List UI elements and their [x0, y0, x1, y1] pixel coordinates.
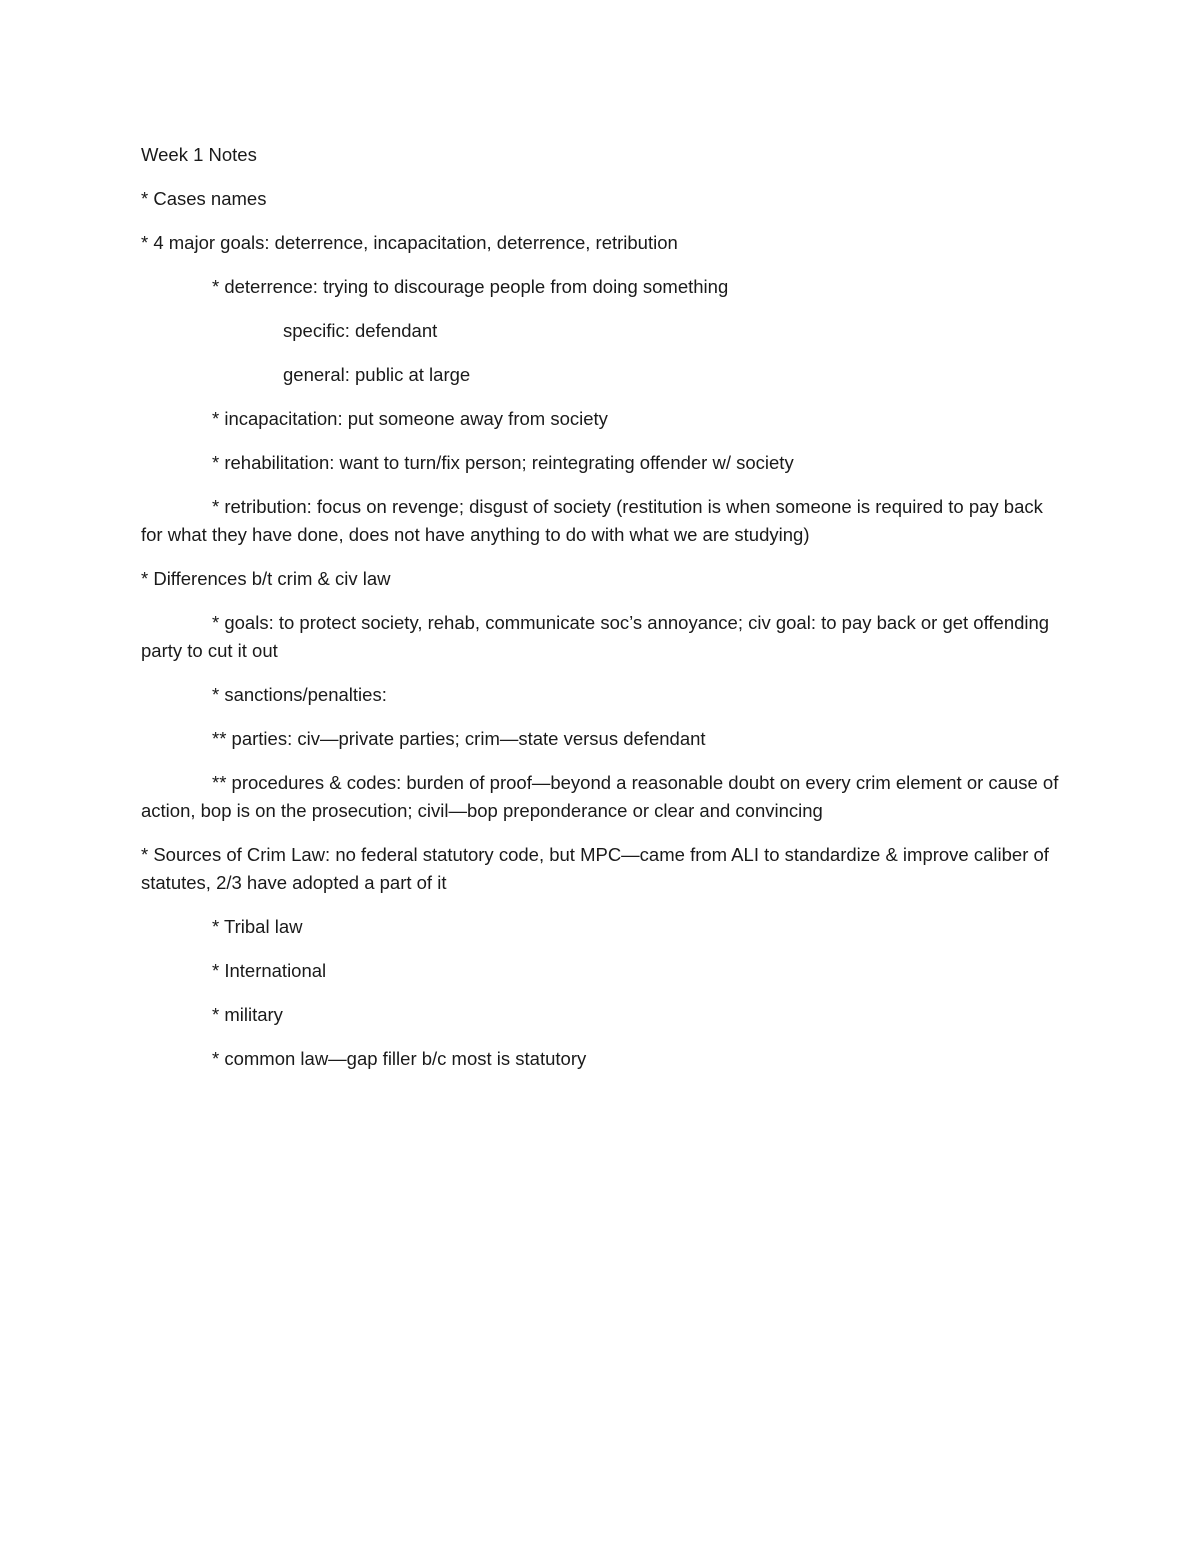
bullet-sources: * Sources of Crim Law: no federal statutory code, but MPC—came from ALI to standardize & improve caliber of statutes, 2/3 have adopted a part of it	[141, 844, 1049, 893]
sub-bullet-parties: ** parties: civ—private parties; crim—state versus defendant	[212, 728, 706, 749]
sub-bullet-tribal-law: * Tribal law	[212, 916, 303, 937]
sub-bullet-deterrence: * deterrence: trying to discourage people from doing something	[212, 276, 729, 297]
sub-sub-item-general: general: public at large	[283, 364, 471, 385]
sub-bullet-sanctions: * sanctions/penalties:	[212, 684, 387, 705]
bullet-cases-names: * Cases names	[141, 188, 267, 209]
bullet-major-goals: * 4 major goals: deterrence, incapacitation, deterrence, retribution	[141, 232, 678, 253]
document-title: Week 1 Notes	[141, 144, 257, 165]
sub-bullet-procedures: ** procedures & codes: burden of proof—beyond a reasonable doubt on every crim element or cause of action, bop is on the prosecution; civil—bop preponderance or clear and convincing	[141, 772, 1059, 821]
sub-bullet-common-law: * common law—gap filler b/c most is statutory	[212, 1048, 587, 1069]
sub-bullet-goals: * goals: to protect society, rehab, communicate soc’s annoyance; civ goal: to pay back or get offending party to cut it out	[141, 612, 1050, 661]
sub-bullet-international: * International	[212, 960, 327, 981]
sub-bullet-retribution: * retribution: focus on revenge; disgust of society (restitution is when someone is required to pay back for what they have done, does not have anything to do with what we are studying)	[141, 496, 1043, 545]
sub-bullet-military: * military	[212, 1004, 283, 1025]
sub-bullet-rehabilitation: * rehabilitation: want to turn/fix person; reintegrating offender w/ society	[212, 452, 794, 473]
document-body	[141, 141, 1061, 1089]
sub-sub-item-specific: specific: defendant	[283, 320, 438, 341]
bullet-differences: * Differences b/t crim & civ law	[141, 568, 391, 589]
sub-bullet-incapacitation: * incapacitation: put someone away from society	[212, 408, 608, 429]
